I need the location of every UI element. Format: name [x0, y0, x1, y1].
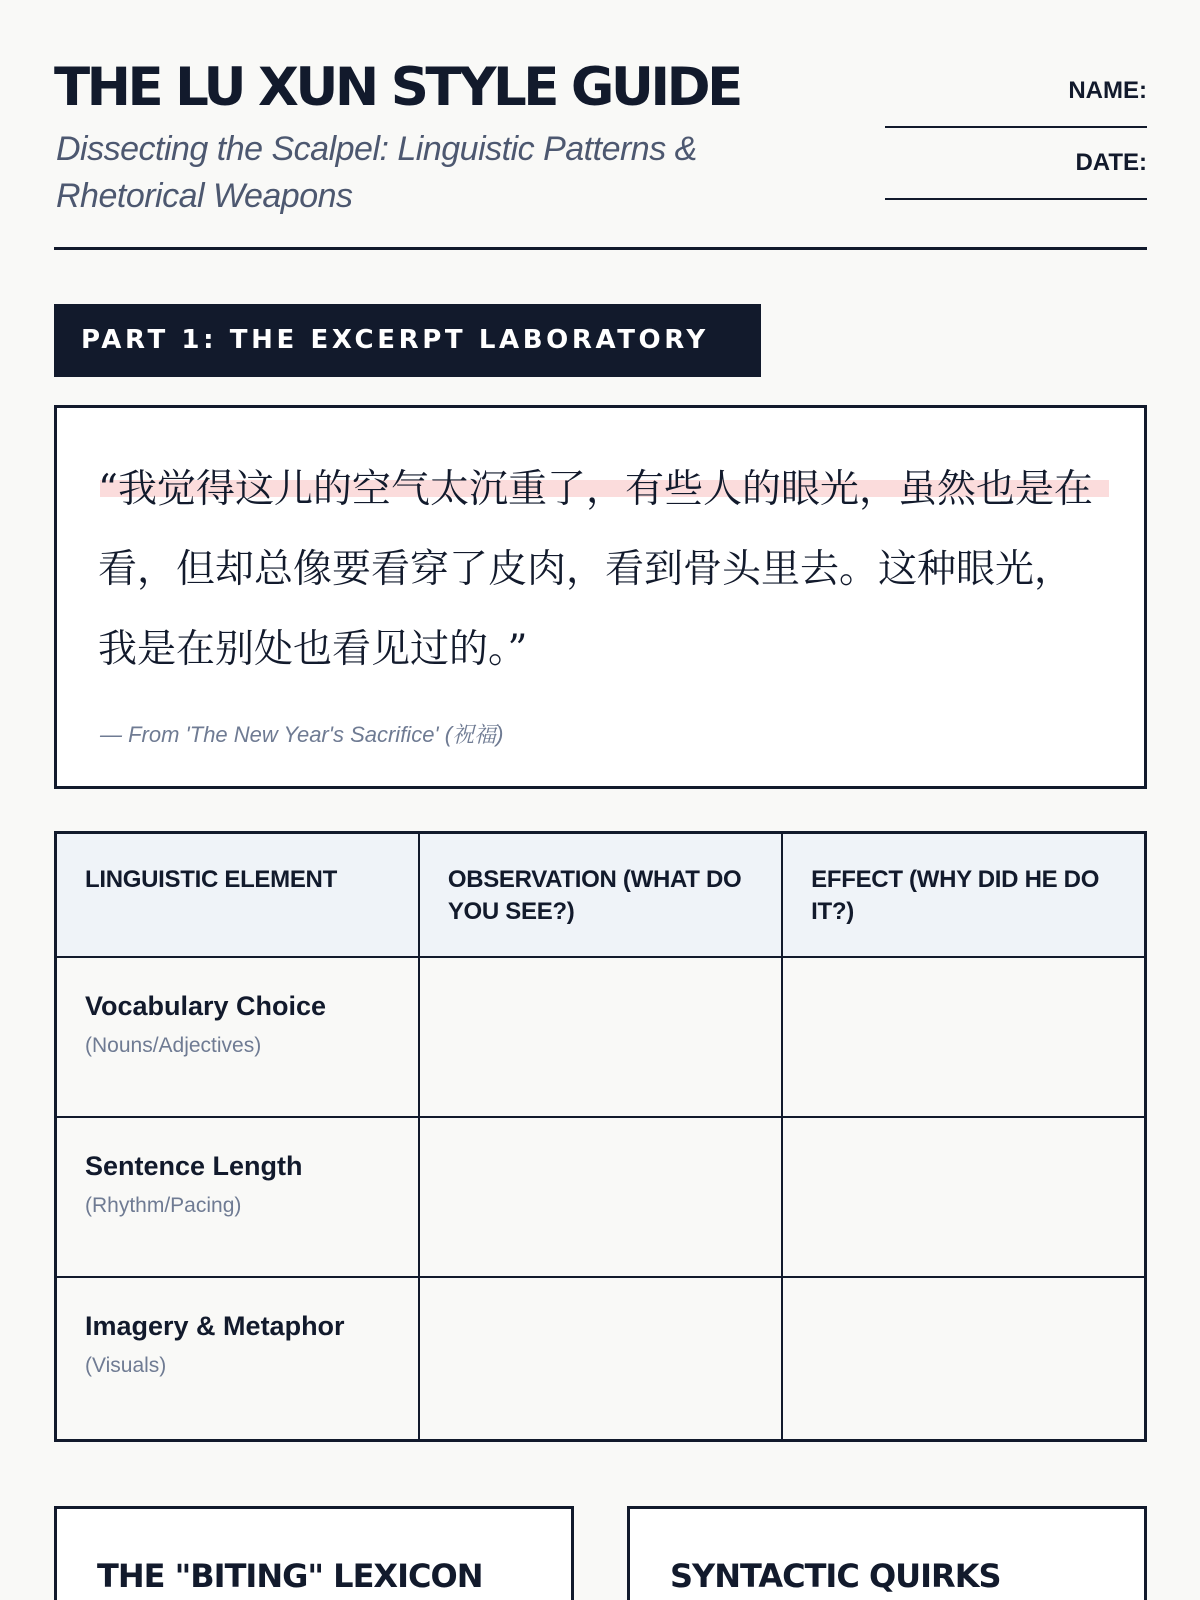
worksheet-header: [54, 56, 1147, 250]
table-row: [56, 1117, 1146, 1277]
date-label: DATE:: [1075, 149, 1147, 176]
row-sublabel: (Rhythm/Pacing): [85, 1193, 242, 1217]
effect-cell[interactable]: [782, 957, 1145, 1117]
row-label-cell: [56, 1277, 419, 1441]
table-header-row: [56, 833, 1146, 957]
row-label-cell: [56, 1117, 419, 1277]
student-meta: [877, 76, 1147, 220]
observation-cell[interactable]: [419, 1277, 782, 1441]
part-1-banner: PART 1: THE EXCERPT LABORATORY: [54, 304, 761, 377]
page-title: THE LU XUN STYLE GUIDE: [54, 57, 740, 118]
biting-lexicon-card: [54, 1506, 574, 1600]
syntactic-quirks-title: SYNTACTIC QUIRKS: [670, 1557, 1001, 1595]
observation-cell[interactable]: [419, 957, 782, 1117]
column-header-observation: OBSERVATION (WHAT DO YOU SEE?): [419, 833, 782, 957]
row-label-cell: [56, 957, 419, 1117]
analysis-table: [54, 831, 1147, 1442]
effect-cell[interactable]: [782, 1117, 1145, 1277]
excerpt-source: — From 'The New Year's Sacrifice' (祝福): [100, 722, 504, 747]
row-sublabel: (Nouns/Adjectives): [85, 1033, 262, 1057]
row-sublabel: (Visuals): [85, 1353, 167, 1377]
table-row: [56, 1277, 1146, 1441]
row-label: Vocabulary Choice: [85, 990, 327, 1021]
excerpt-box: [54, 405, 1147, 789]
row-label: Imagery & Metaphor: [85, 1310, 345, 1341]
effect-cell[interactable]: [782, 1277, 1145, 1441]
page-subtitle: Dissecting the Scalpel: Linguistic Patterns & Rhetorical Weapons: [56, 130, 697, 215]
table-row: [56, 957, 1146, 1117]
biting-lexicon-title: THE "BITING" LEXICON: [97, 1557, 483, 1595]
syntactic-quirks-card: [627, 1506, 1147, 1600]
name-label: NAME:: [1068, 77, 1147, 104]
column-header-effect: EFFECT (WHY DID HE DO IT?): [782, 833, 1145, 957]
observation-cell[interactable]: [419, 1117, 782, 1277]
column-header-element: LINGUISTIC ELEMENT: [56, 833, 419, 957]
excerpt-quote: “我觉得这儿的空气太沉重了，有些人的眼光，虽然也是在看，但却总像要看穿了皮肉，看到骨头里去。这种眼光，我是在别处也看见过的。”: [98, 467, 1093, 672]
row-label: Sentence Length: [85, 1150, 303, 1181]
